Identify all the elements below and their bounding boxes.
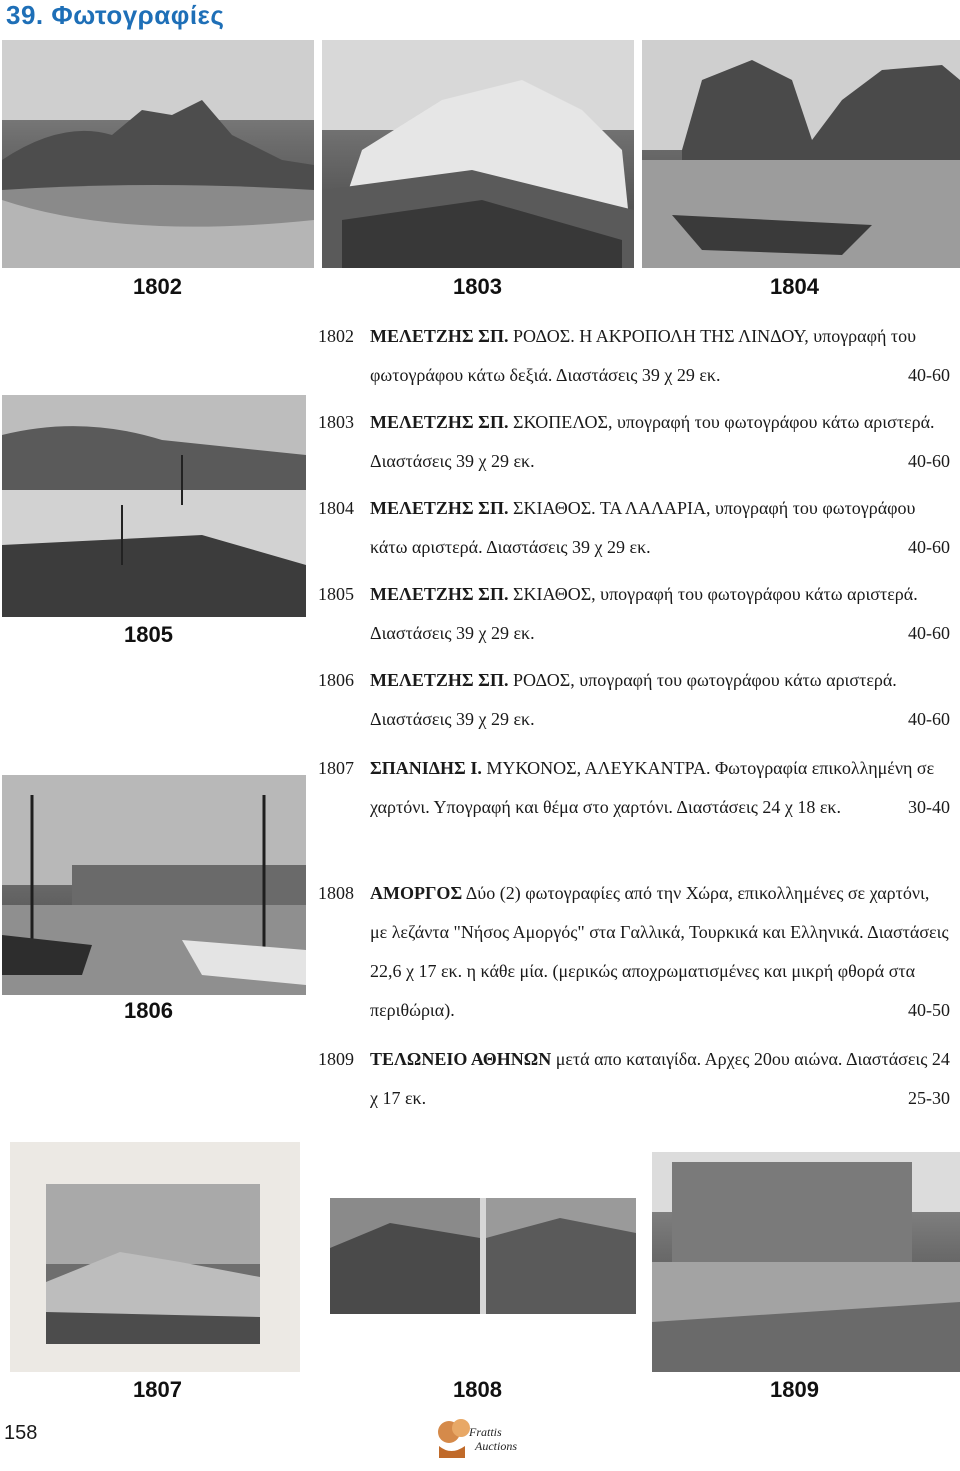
photo-1802	[2, 40, 314, 268]
lot-entry	[318, 874, 950, 1030]
lot-author: ΜΕΛΕΤΖΗΣ ΣΠ.	[370, 412, 509, 432]
photo-label-1804: 1804	[770, 274, 819, 299]
lot-entry	[318, 317, 950, 395]
lot-number: 1802	[318, 326, 354, 346]
logo-text-2: Auctions	[475, 1439, 517, 1453]
lot-number: 1805	[318, 584, 354, 604]
lot-price: 40-60	[908, 451, 950, 471]
logo-text-1: Frattis	[469, 1425, 502, 1439]
lot-author: ΑΜΟΡΓΟΣ	[370, 883, 463, 903]
lot-description: Δύο (2) φωτογραφίες από την Χώρα, επικολλημένες σε χαρτόνι, με λεζάντα "Νήσος Αμοργός" στα Γαλλικά, Τουρκικά και Ελληνικά. Διαστάσεις 22,6 χ 17 εκ. η κάθε μία. (μερικώς αποχρωματισμένες και μικρή φθορά στα περιθώρια).	[370, 883, 949, 1020]
lot-number: 1804	[318, 498, 354, 518]
lot-number: 1803	[318, 412, 354, 432]
page-title: 39. Φωτογραφίες	[6, 0, 225, 30]
lot-number: 1807	[318, 758, 354, 778]
lot-description: ΣΚΙΑΘΟΣ. ΤΑ ΛΑΛΑΡΙΑ, υπογραφή του φωτογράφου κάτω αριστερά. Διαστάσεις 39 χ 29 εκ.	[370, 498, 916, 557]
lot-description: ΣΚΟΠΕΛΟΣ, υπογραφή του φωτογράφου κάτω αριστερά. Διαστάσεις 39 χ 29 εκ.	[370, 412, 935, 471]
lot-number: 1808	[318, 883, 354, 903]
photo-1807	[10, 1142, 300, 1372]
lot-number: 1809	[318, 1049, 354, 1069]
lot-author: ΜΕΛΕΤΖΗΣ ΣΠ.	[370, 584, 509, 604]
frattis-logo	[435, 1412, 531, 1464]
lot-price: 40-60	[908, 709, 950, 729]
photo-1808	[330, 1198, 636, 1314]
lot-description: ΜΥΚΟΝΟΣ, ΑΛΕΥΚΑΝΤΡΑ. Φωτογραφία επικολλημένη σε χαρτόνι. Υπογραφή και θέμα στο χαρτόνι. Διαστάσεις 24 χ 18 εκ.	[370, 758, 935, 817]
lot-entry	[318, 749, 950, 827]
photo-label-1803: 1803	[453, 274, 502, 299]
lot-number: 1806	[318, 670, 354, 690]
lot-price: 40-60	[908, 365, 950, 385]
photo-label-1805: 1805	[124, 622, 173, 647]
lot-author: ΜΕΛΕΤΖΗΣ ΣΠ.	[370, 670, 509, 690]
lot-author: ΜΕΛΕΤΖΗΣ ΣΠ.	[370, 498, 509, 518]
photo-label-1807: 1807	[133, 1377, 182, 1402]
lot-entry	[318, 489, 950, 567]
photo-1803	[322, 40, 634, 268]
lot-price: 40-60	[908, 623, 950, 643]
lot-description: ΡΟΔΟΣ. Η ΑΚΡΟΠΟΛΗ ΤΗΣ ΛΙΝΔΟΥ, υπογραφή του φωτογράφου κάτω δεξιά. Διαστάσεις 39 χ 29 εκ.	[370, 326, 917, 385]
photo-1804	[642, 40, 960, 268]
lot-author: ΤΕΛΩΝΕΙΟ ΑΘΗΝΩΝ	[370, 1049, 552, 1069]
lot-price: 40-50	[908, 1000, 950, 1020]
photo-1805	[2, 395, 306, 617]
lot-entry	[318, 403, 950, 481]
photo-1806	[2, 775, 306, 995]
lot-description: ΣΚΙΑΘΟΣ, υπογραφή του φωτογράφου κάτω αριστερά. Διαστάσεις 39 χ 29 εκ.	[370, 584, 918, 643]
photo-label-1802: 1802	[133, 274, 182, 299]
lot-author: ΣΠΑΝΙΔΗΣ Ι.	[370, 758, 482, 778]
lot-entry	[318, 575, 950, 653]
photo-label-1806: 1806	[124, 998, 173, 1023]
lot-entry	[318, 1040, 950, 1118]
lot-price: 30-40	[908, 797, 950, 817]
photo-label-1809: 1809	[770, 1377, 819, 1402]
lot-entry	[318, 661, 950, 739]
photo-label-1808: 1808	[453, 1377, 502, 1402]
lot-description: μετά απο καταιγίδα. Αρχες 20ου αιώνα. Διαστάσεις 24 χ 17 εκ.	[370, 1049, 950, 1108]
lot-price: 40-60	[908, 537, 950, 557]
lot-price: 25-30	[908, 1088, 950, 1108]
lot-description: ΡΟΔΟΣ, υπογραφή του φωτογράφου κάτω αριστερά. Διαστάσεις 39 χ 29 εκ.	[370, 670, 897, 729]
page-number: 158	[4, 1422, 38, 1444]
photo-1809	[652, 1152, 960, 1372]
lot-author: ΜΕΛΕΤΖΗΣ ΣΠ.	[370, 326, 509, 346]
